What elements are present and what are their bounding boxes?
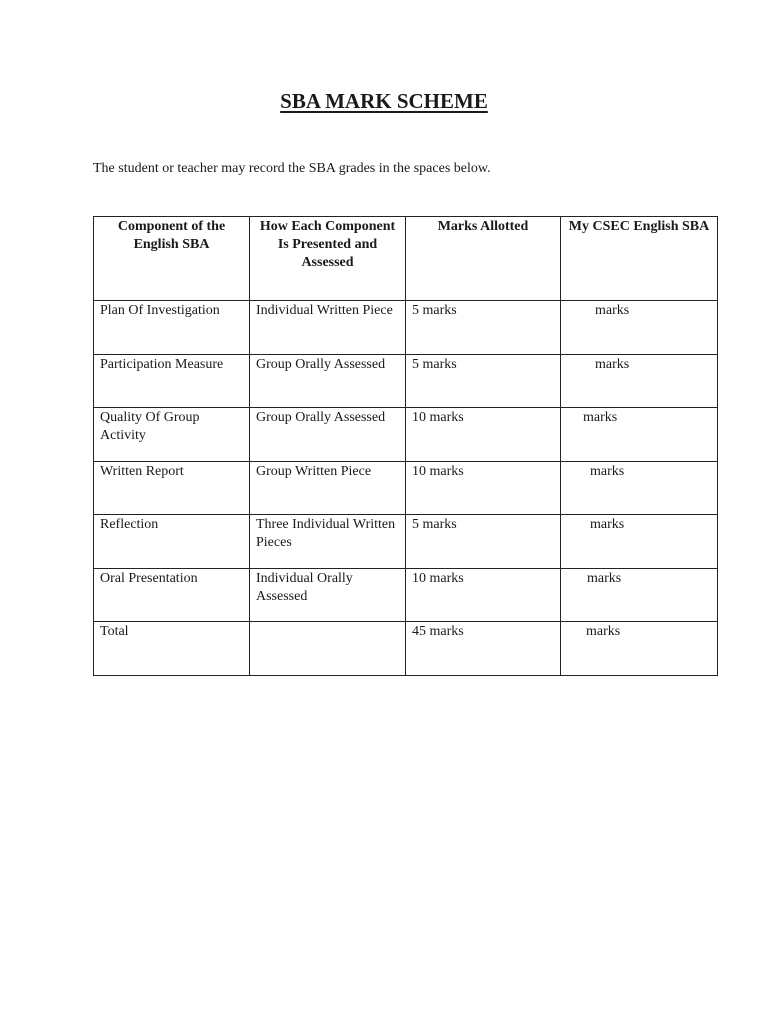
my-marks-cell[interactable] bbox=[561, 568, 718, 622]
allotted-cell: 10 marks bbox=[406, 568, 561, 622]
component-cell: Quality Of Group Activity bbox=[94, 408, 250, 462]
how-cell bbox=[250, 622, 406, 676]
table-row bbox=[94, 354, 718, 408]
component-cell: Participation Measure bbox=[94, 354, 250, 408]
how-cell: Group Written Piece bbox=[250, 461, 406, 515]
my-marks-label: marks bbox=[583, 410, 618, 425]
my-marks-cell[interactable] bbox=[561, 622, 718, 676]
my-marks-label: marks bbox=[595, 303, 630, 318]
header-my-csec-sba: My CSEC English SBA bbox=[561, 217, 718, 301]
page-title bbox=[0, 88, 768, 114]
my-marks-cell[interactable] bbox=[561, 354, 718, 408]
table-row bbox=[94, 301, 718, 355]
allotted-cell: 5 marks bbox=[406, 354, 561, 408]
my-marks-cell[interactable] bbox=[561, 461, 718, 515]
my-marks-label: marks bbox=[590, 463, 625, 479]
component-cell: Oral Presentation bbox=[94, 568, 250, 622]
how-cell: Group Orally Assessed bbox=[250, 354, 406, 408]
intro-paragraph: The student or teacher may record the SBA grades in the spaces below. bbox=[93, 161, 491, 176]
my-marks-label: marks bbox=[595, 356, 630, 372]
allotted-cell: 45 marks bbox=[406, 622, 561, 676]
how-cell: Group Orally Assessed bbox=[250, 408, 406, 462]
component-cell: Plan Of Investigation bbox=[94, 301, 250, 355]
component-cell: Reflection bbox=[94, 515, 250, 569]
sba-mark-table bbox=[93, 216, 718, 676]
my-marks-cell[interactable] bbox=[561, 408, 718, 462]
component-cell: Total bbox=[94, 622, 250, 676]
header-how-assessed: How Each Component Is Presented and Assessed bbox=[250, 217, 406, 301]
table-row bbox=[94, 568, 718, 622]
header-component: Component of the English SBA bbox=[94, 217, 250, 301]
my-marks-cell[interactable] bbox=[561, 301, 718, 355]
my-marks-label: marks bbox=[590, 517, 625, 532]
my-marks-label: marks bbox=[586, 624, 621, 639]
allotted-cell: 10 marks bbox=[406, 408, 561, 462]
how-cell: Three Individual Written Pieces bbox=[250, 515, 406, 569]
how-cell: Individual Orally Assessed bbox=[250, 568, 406, 622]
table-header-row bbox=[94, 217, 718, 301]
allotted-cell: 5 marks bbox=[406, 515, 561, 569]
allotted-cell: 5 marks bbox=[406, 301, 561, 355]
my-marks-label: marks bbox=[587, 570, 622, 586]
allotted-cell: 10 marks bbox=[406, 461, 561, 515]
header-marks-allotted: Marks Allotted bbox=[406, 217, 561, 301]
component-cell: Written Report bbox=[94, 461, 250, 515]
page-title-text: SBA MARK SCHEME bbox=[280, 89, 488, 113]
table-row-total bbox=[94, 622, 718, 676]
table-row bbox=[94, 461, 718, 515]
how-cell: Individual Written Piece bbox=[250, 301, 406, 355]
my-marks-cell[interactable] bbox=[561, 515, 718, 569]
table-row bbox=[94, 515, 718, 569]
table-row bbox=[94, 408, 718, 462]
